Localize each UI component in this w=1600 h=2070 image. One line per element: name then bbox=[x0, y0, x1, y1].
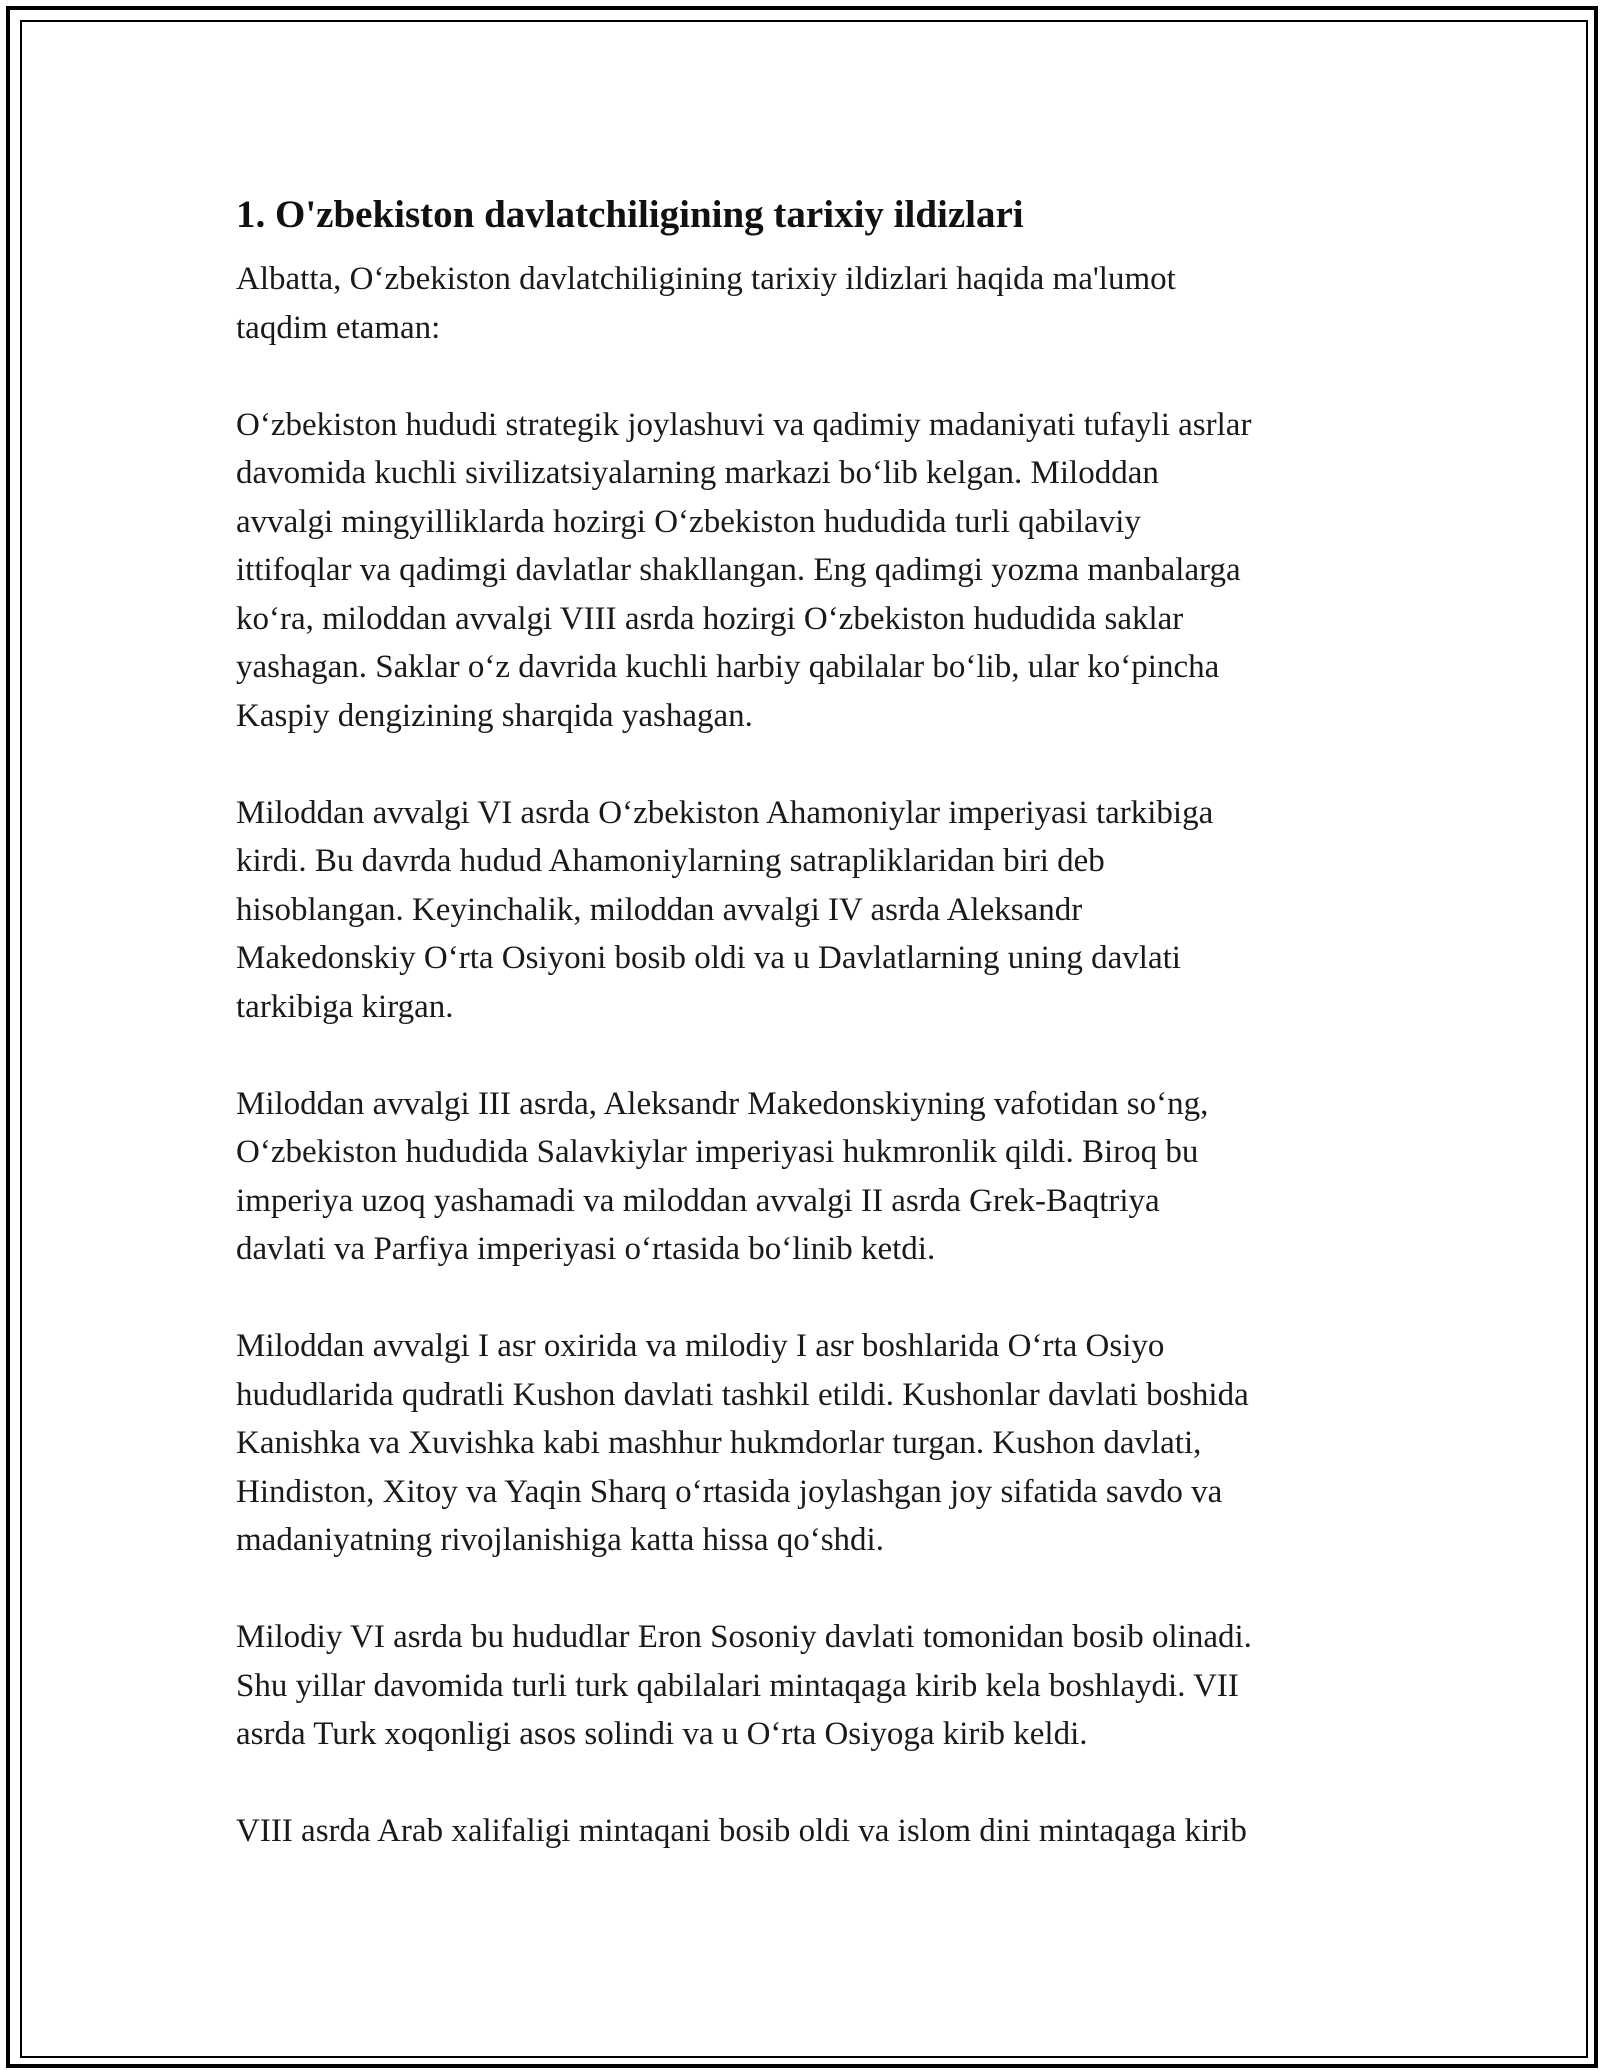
paragraph-saks: O‘zbekiston hududi strategik joylashuvi va qadimiy madaniyati tufayli asrlar davomida kuchli sivilizatsiyalarning markazi bo‘lib kelgan. Miloddan avvalgi mingyilliklarda hozirgi O‘zbekiston hududida turli qabilaviy ittifoqlar va qadimgi davlatlar shakllangan. Eng qadimgi yozma manbalarga ko‘ra, miloddan avvalgi VIII asrda hozirgi O‘zbekiston hududida saklar yashagan. Saklar o‘z davrida kuchli harbiy qabilalar bo‘lib, ular ko‘pincha Kaspiy dengizining sharqida yashagan. bbox=[236, 406, 1252, 734]
document-title: 1. O'zbekiston davlatchiligining tarixiy ildizlari bbox=[236, 193, 1024, 236]
paragraph-intro: Albatta, O‘zbekiston davlatchiligining tarixiy ildizlari haqida ma'lumot taqdim etaman: bbox=[236, 261, 1176, 346]
document-body bbox=[236, 185, 1366, 1904]
paragraph-achaemenid: Miloddan avvalgi VI asrda O‘zbekiston Ahamoniylar imperiyasi tarkibiga kirdi. Bu davrda hudud Ahamoniylarning satrapliklaridan biri deb hisoblangan. Keyinchalik, miloddan avvalgi IV asrda Aleksandr Makedonskiy O‘rta Osiyoni bosib oldi va u Davlatlarning uning davlati tarkibiga kirgan. bbox=[236, 794, 1214, 1025]
paragraph-arab-caliphate: VIII asrda Arab xalifaligi mintaqani bosib oldi va islom dini mintaqaga kirib bbox=[236, 1813, 1247, 1849]
paragraph-kushan: Miloddan avvalgi I asr oxirida va milodiy I asr boshlarida O‘rta Osiyo hududlarida qudratli Kushon davlati tashkil etildi. Kushonlar davlati boshida Kanishka va Xuvishka kabi mashhur hukmdorlar turgan. Kushon davlati, Hindiston, Xitoy va Yaqin Sharq o‘rtasida joylashgan joy sifatida savdo va madaniyatning rivojlanishiga katta hissa qo‘shdi. bbox=[236, 1328, 1249, 1558]
paragraph-sasanian: Milodiy VI asrda bu hududlar Eron Sosoniy davlati tomonidan bosib olinadi. Shu yillar davomida turli turk qabilalari mintaqaga kirib kela boshlaydi. VII asrda Turk xoqonligi asos solindi va u O‘rta Osiyoga kirib keldi. bbox=[236, 1619, 1252, 1752]
paragraph-seleucid: Miloddan avvalgi III asrda, Aleksandr Makedonskiyning vafotidan so‘ng, O‘zbekiston hududida Salavkiylar imperiyasi hukmronlik qildi. Biroq bu imperiya uzoq yashamadi va miloddan avvalgi II asrda Grek-Baqtriya davlati va Parfiya imperiyasi o‘rtasida bo‘linib ketdi. bbox=[236, 1085, 1209, 1267]
